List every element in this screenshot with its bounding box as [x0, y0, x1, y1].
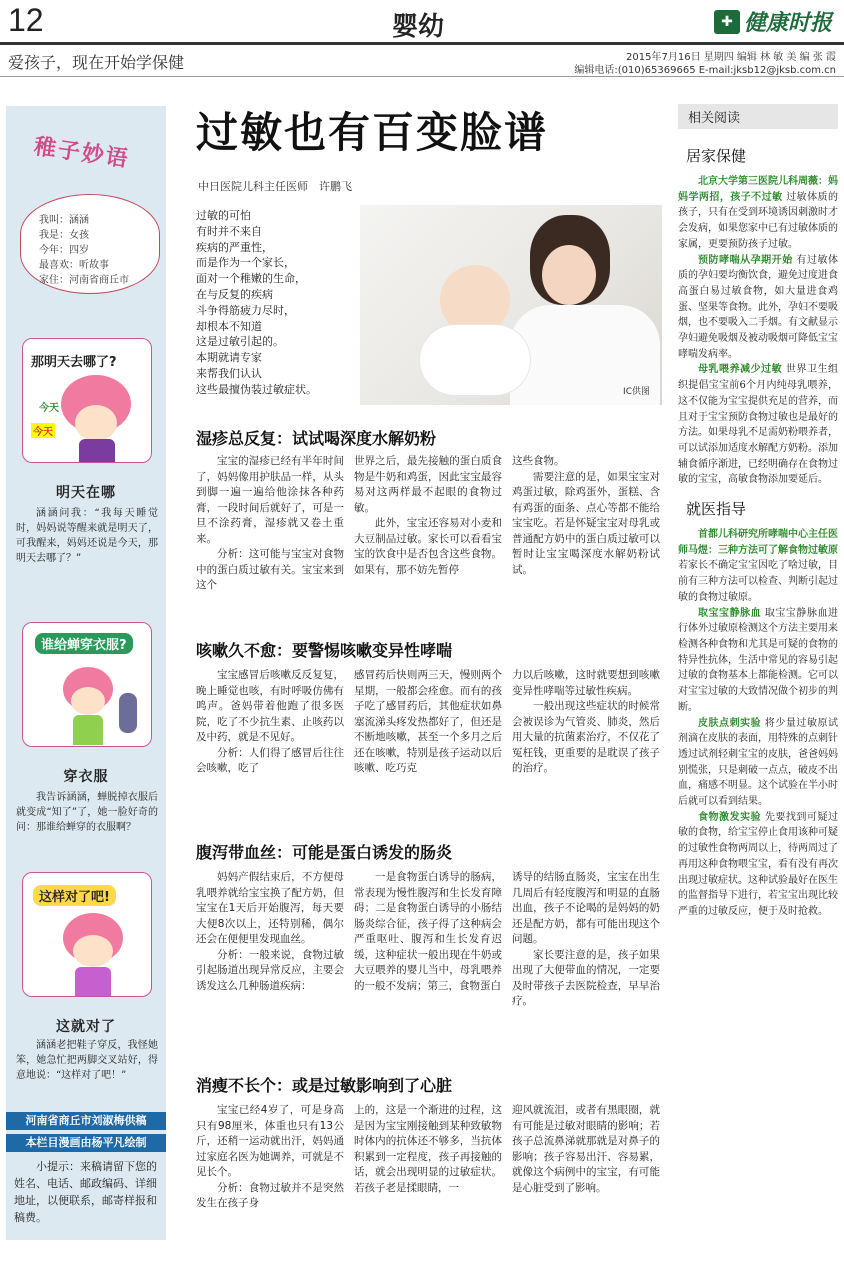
logo-text: 健康时报: [744, 10, 833, 36]
paragraph: 上的，这是一个渐进的过程，这是因为宝宝刚接触到某种致敏物时体内的抗体还不够多，当抗体积累到一定程度，孩子再接触的话，就会出现明显的过敏症状。若孩子老是揉眼睛，一: [354, 1104, 502, 1194]
text-column: [512, 668, 660, 777]
intro-line: 斗争得筋疲力尽时，: [196, 303, 295, 317]
comic-panel: [22, 872, 152, 997]
intro-line: 这些最擅伪装过敏症状。: [196, 382, 317, 396]
profile-line: 家住：河南省商丘市: [39, 275, 129, 286]
paragraph: 这些食物。: [512, 455, 565, 467]
page-number: 12: [8, 2, 44, 38]
paragraph: 一般出现这些症状的时候常会被误诊为气管炎、肺炎，然后用大量的抗菌素治疗，不仅花了冤枉钱，更重要的是耽误了孩子的治疗。: [512, 700, 660, 774]
text-column: [512, 454, 660, 594]
paragraph: [678, 362, 838, 488]
paragraph: [678, 527, 838, 606]
girl-body-icon: [79, 439, 115, 463]
paragraph-body: 世界卫生组织提倡宝宝前6个月内纯母乳喂养，这不仅能为宝宝提供充足的营养，而且对于宝宝预防食物过敏也是最好的方法。如果母乳不足需奶粉喂养者，可以试添加适度水解配方奶粉。添加辅食循序渐进，已经明确存在食物过敏的宝宝，高敏食物添加要延后。: [678, 364, 839, 486]
photo-credit: IC供图: [623, 387, 650, 397]
girl-body-icon: [75, 967, 111, 997]
paragraph-body: 先要找到可疑过敏的食物，给宝宝停止食用该种可疑的过敏性食物两周以上，待两周过了再用这种食物喂宝宝，看有没有再次出现过敏症状。这种试验最好在医生的监督指导下进行，若宝宝出现比较严重的过敏反应，便于及时抢救。: [678, 811, 839, 917]
article-title: 过敏也有百变脸谱: [196, 108, 549, 157]
paragraph: 世界之后，最先接触的蛋白质食物是牛奶和鸡蛋，因此宝宝最容易对这两样最不起眼的食物过敏。: [354, 455, 502, 514]
section-body: [196, 668, 664, 777]
related-heading: 就医指导: [686, 500, 747, 519]
text-column: [512, 1103, 660, 1212]
paragraph-lead: 首都儿科研究所哮喘中心主任医师马煜：三种方法可了解食物过敏原: [678, 529, 838, 556]
girl-face-icon: [71, 687, 105, 715]
profile-bubble: [20, 194, 160, 294]
comic-panel: [22, 338, 152, 463]
paragraph: 分析：一般来说，食物过敏引起肠道出现异常反应，主要会诱发这么几种肠道疾病：: [196, 948, 344, 992]
paragraph-lead: 取宝宝静脉血: [698, 607, 762, 619]
paragraph: 感冒药后快则两三天，慢则两个星期，一般都会痊愈。而有的孩子吃了感冒药后，其他症状如鼻塞流涕头疼发热都好了，但还是不断地咳嗽，甚至一个多月之后还在咳嗽，特别是孩子运动以后咳嗽、吃巧克: [354, 669, 502, 774]
article-intro: [196, 208, 356, 398]
comic-text: [16, 1038, 158, 1083]
section-body: [196, 1103, 664, 1212]
related-body: [678, 527, 838, 920]
logo-emblem-icon: ✚: [714, 10, 740, 34]
intro-line: 有时并不来自: [196, 224, 262, 238]
section-body: [196, 870, 664, 1010]
section-heading: 咳嗽久不愈：要警惕咳嗽变异性哮喘: [196, 641, 453, 660]
comic-text: [16, 506, 158, 566]
text-column: [354, 1103, 502, 1212]
related-heading: 居家保健: [686, 147, 747, 165]
credit-bar: 河南省商丘市刘淑梅供稿: [6, 1112, 166, 1130]
paragraph: 分析：食物过敏并不是突然发生在孩子身: [196, 1181, 344, 1209]
paragraph-body: 过敏体质的孩子，只有在受到环境诱因刺激时才会发病，如果您家中已有过敏体质的家属，更要预防孩子过敏。: [678, 191, 839, 250]
section-body: [196, 454, 664, 594]
text-column: [354, 454, 502, 594]
paragraph: 分析：这可能与宝宝对食物中的蛋白质过敏有关。宝宝来到这个: [196, 548, 344, 591]
text-column: [196, 454, 344, 594]
paragraph: 妈妈产假结束后，不方便母乳喂养就给宝宝换了配方奶，但宝宝在1天后开始腹泻，每天要大便8次以上，还特别稀，偶尔还会在便便里发现血丝。: [196, 871, 344, 945]
submission-tip: 小提示：来稿请留下您的姓名、电话、邮政编码、详细地址，以便联系，邮寄样报和稿费。: [14, 1160, 157, 1224]
intro-line: 这是过敏引起的。: [196, 335, 284, 349]
related-header: 相关阅读: [678, 104, 838, 129]
sidebar-logo: [32, 133, 134, 196]
girl-body-icon: [73, 715, 103, 745]
paragraph-body: 取宝宝静脉血进行体外过敏原检测这个方法主要用来检测各种食物和尤其是可疑的食物的特异性抗体，生活中常见的容易引起过敏的食物基本上都能检测。它可以对宝宝过敏的大致情况做个初步的判断。: [678, 607, 839, 713]
contact-line: 编辑电话:(010)65369665 E-mail:jksb12@jksb.com.cn: [574, 65, 836, 76]
newspaper-logo: [714, 6, 832, 37]
comic-caption: 谁给蝉穿衣服?: [35, 633, 133, 654]
comic-panel: [22, 622, 152, 747]
text-column: [354, 668, 502, 777]
intro-line: 来帮我们认认: [196, 366, 262, 380]
intro-line: 在与反复的疾病: [196, 287, 273, 301]
paragraph: [678, 716, 838, 810]
header-rule: [0, 42, 844, 45]
related-reading: [678, 104, 838, 920]
girl-face-icon: [75, 405, 117, 441]
paragraph: 宝宝感冒后咳嗽反反复复，晚上睡觉也咳，有时呼吸仿佛有鸣声。爸妈带着他跑了很多医院，吃了不少抗生素、止咳药以及中药，就是不见好。: [196, 669, 344, 743]
intro-line: 面对一个稚嫩的生命，: [196, 272, 306, 286]
comic-title: 明天在哪: [56, 485, 116, 501]
paragraph: [678, 253, 838, 363]
profile-line: 我是：女孩: [39, 230, 89, 241]
comic-text: [16, 790, 158, 835]
paragraph: 涵涵问我：“我每天睡觉时，妈妈说等醒来就是明天了，可我醒来，妈妈还说是今天，那明天去哪了？”: [16, 508, 158, 564]
profile-line: 我叫：涵涵: [39, 215, 89, 226]
paragraph: 力以后咳嗽，这时就要想到咳嗽变异性哮喘等过敏性疾病。: [512, 669, 660, 697]
left-sidebar: [6, 106, 166, 1240]
comic-title: 这就对了: [56, 1019, 116, 1035]
paragraph: 需要注意的是，如果宝宝对鸡蛋过敏，除鸡蛋外，蛋糕、含有鸡蛋的面条、点心等都不能给宝宝吃。若是怀疑宝宝对母乳或普通配方奶中的蛋白质过敏可以暂时让宝宝喝深度水解奶粉试试。: [512, 470, 660, 576]
header-rule-2: [0, 76, 844, 77]
article-author: 中日医院儿科主任医师 许鹏飞: [198, 180, 352, 193]
text-column: [354, 870, 502, 1010]
paragraph-lead: 皮肤点刺实验: [698, 717, 762, 729]
profile-line: 今年：四岁: [39, 245, 89, 256]
paragraph-body: 若家长不确定宝宝因吃了啥过敏，目前有三种方法可以检查、判断引起过敏的食物过敏原。: [678, 560, 838, 603]
paragraph-body: 有过敏体质的孕妇要均衡饮食，避免过度进食高蛋白易过敏食物，如大量进食鸡蛋、坚果等食物。此外，孕妇不要吸烟，也不要吸入二手烟。有文献显示孕妇避免吸烟及被动吸烟可降低宝宝哮喘发病率。: [678, 254, 838, 360]
paragraph: [678, 810, 838, 920]
paragraph: 我告诉涵涵，蝉脱掉衣服后就变成“知了”了，她一脸好奇的问：那谁给蝉穿的衣服啊？: [16, 792, 158, 833]
intro-line: 本期就请专家: [196, 351, 262, 365]
paragraph: [678, 606, 838, 716]
text-column: [196, 668, 344, 777]
intro-line: 却根本不知道: [196, 319, 262, 333]
paragraph-lead: 食物激发实验: [698, 811, 762, 823]
comic-caption: 那明天去哪了?: [31, 355, 117, 370]
paragraph: 家长要注意的是，孩子如果出现了大便带血的情况，一定要及时带孩子去医院检查，早早治疗。: [512, 948, 660, 1007]
credit-bar: 本栏目漫画由杨平凡绘制: [6, 1134, 166, 1152]
paragraph-body: 将少量过敏原试剂滴在皮肤的表面，用特殊的点刺针透过试剂轻刺宝宝的皮肤，爸爸妈妈别慌张，只是刺破一点点，破皮不出血，痛感不明显。这个试验在半小时后就可以看到结果。: [678, 717, 839, 808]
intro-line: 而是作为一个家长，: [196, 256, 295, 270]
paragraph: [678, 174, 838, 253]
girl-face-icon: [73, 935, 113, 967]
comic-sign: 今天: [31, 423, 55, 438]
header-slogan: 爱孩子，现在开始学保健: [8, 53, 185, 72]
paragraph-lead: 母乳喂养减少过敏: [698, 364, 783, 376]
intro-line: 疾病的严重性，: [196, 240, 273, 254]
comic-sign: 今天: [39, 403, 59, 414]
date-line: 2015年7月16日 星期四 编辑 林 敏 美 编 张 霞: [626, 52, 836, 63]
paragraph: 一是食物蛋白诱导的肠病，常表现为慢性腹泻和生长发育障碍；二是食物蛋白诱导的小肠结肠炎综合征，孩子得了这种病会严重呕吐、腹泻和生长发育迟缓，这种症状一般出现在牛奶或大豆喂养的婴儿当中，母乳喂养的一般不发病；第三，食物蛋白: [354, 871, 502, 992]
text-column: [196, 870, 344, 1010]
paragraph: 涵涵老把鞋子穿反，我怪她笨，她急忙把两脚交叉站好，得意地说：“这样对了吧！”: [16, 1040, 158, 1081]
comic-caption: 这样对了吧!: [33, 885, 116, 906]
intro-line: 过敏的可怕: [196, 209, 251, 222]
paragraph-lead: 北京大学第三医院儿科周薇：妈妈学两招，孩子不过敏: [678, 176, 838, 203]
section-heading: 消瘦不长个：或是过敏影响到了心脏: [196, 1076, 453, 1095]
paragraph: 此外，宝宝还容易对小麦和大豆制品过敏。家长可以看看宝宝的饮食中是否包含这些食物。如果有，那不妨先暂停: [354, 517, 502, 576]
section-title: 婴幼: [392, 12, 445, 42]
text-column: [512, 870, 660, 1010]
paragraph: 宝宝已经4岁了，可是身高只有98厘米，体重也只有13公斤，还稍一运动就出汗，妈妈通过家庭名医为她调养，可就是不见长个。: [196, 1104, 344, 1178]
paragraph-lead: 预防哮喘从孕期开始: [698, 254, 793, 266]
related-body: [678, 174, 838, 488]
cicada-icon: [119, 693, 137, 733]
paragraph: 宝宝的湿疹已经有半年时间了，妈妈像用护肤品一样，从头到脚一遍一遍给他涂抹各种药膏，一段时间后就好了，可是一旦不涂药膏，湿疹就又卷土重来。: [196, 455, 344, 545]
comic-title: 穿衣服: [63, 769, 109, 785]
mother-face-icon: [542, 245, 596, 305]
baby-body-icon: [420, 325, 530, 395]
article-photo: [360, 205, 662, 405]
profile-line: 最喜欢：听故事: [39, 260, 109, 271]
paragraph: 迎风就流泪，或者有黑眼圈，就有可能是过敏对眼睛的影响；若孩子总流鼻涕就那就是对鼻子的影响；孩子容易出汗、容易累，就像这个病例中的宝宝，有可能是心脏受到了影响。: [512, 1104, 660, 1194]
section-heading: 湿疹总反复：试试喝深度水解奶粉: [196, 429, 437, 448]
section-heading: 腹泻带血丝：可能是蛋白诱发的肠炎: [196, 843, 453, 862]
paragraph: 分析：人们得了感冒后往往会咳嗽，吃了: [196, 746, 344, 774]
sidebar-logo-text: 稚子妙语: [32, 133, 132, 173]
paragraph: 诱导的结肠直肠炎，宝宝在出生几周后有轻度腹泻和明显的直肠出血，孩子不论喝的是妈妈的奶还是配方奶，都有可能出现这个问题。: [512, 871, 660, 945]
text-column: [196, 1103, 344, 1212]
